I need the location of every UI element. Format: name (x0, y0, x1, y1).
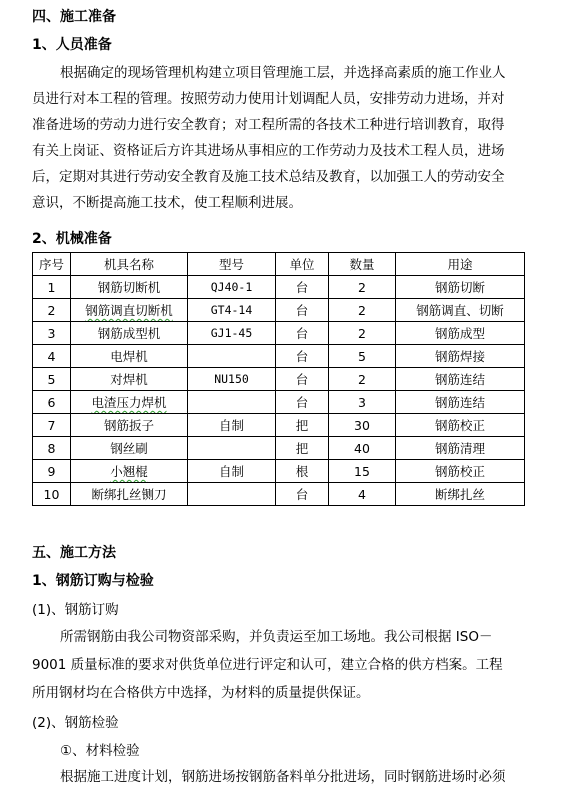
cell-qty: 30 (329, 414, 396, 437)
section4-title: 四、施工准备 (32, 9, 116, 25)
inspect-heading: (2)、钢筋检验 (32, 715, 119, 731)
cell-unit: 台 (276, 299, 329, 322)
cell-index: 1 (33, 276, 71, 299)
cell-name-text: 电渣压力焊机 (91, 395, 167, 410)
col-header-qty: 数量 (329, 253, 396, 276)
cell-name: 钢筋扳子 (71, 414, 188, 437)
material-inspect-line-1: 根据施工进度计划，钢筋进场按钢筋备料单分批进场，同时钢筋进场时必须 (60, 769, 506, 785)
personnel-line-3: 准备进场的劳动力进行安全教育；对工程所需的各技术工种进行培训教育，取得 (32, 117, 505, 133)
personnel-line-1: 根据确定的现场管理机构建立项目管理施工层，并选择高素质的施工作业人 (60, 65, 506, 81)
personnel-line-5: 后，定期对其进行劳动安全教育及施工技术总结及教育，以加强工人的劳动安全 (32, 169, 505, 185)
cell-name (71, 460, 188, 483)
table-row (33, 391, 525, 414)
order-heading: (1)、钢筋订购 (32, 602, 119, 618)
cell-model (188, 483, 276, 506)
order-line-2: 9001 质量标准的要求对供货单位进行评定和认可，建立合格的供方档案。工程 (32, 657, 503, 673)
cell-model (188, 345, 276, 368)
cell-unit: 台 (276, 368, 329, 391)
cell-model (188, 391, 276, 414)
table-row (33, 276, 525, 299)
personnel-line-6: 意识，不断提高施工技术，使工程顺利进展。 (32, 195, 302, 211)
col-header-model: 型号 (188, 253, 276, 276)
cell-qty: 2 (329, 368, 396, 391)
cell-qty: 2 (329, 322, 396, 345)
cell-usage: 钢筋成型 (396, 322, 525, 345)
cell-unit: 台 (276, 322, 329, 345)
cell-index: 3 (33, 322, 71, 345)
cell-qty: 2 (329, 299, 396, 322)
personnel-line-2: 员进行对本工程的管理。按照劳动力使用计划调配人员，安排劳动力进场，并对 (32, 91, 505, 107)
table-row (33, 414, 525, 437)
cell-index: 8 (33, 437, 71, 460)
cell-name (71, 391, 188, 414)
table-header-row (33, 253, 525, 276)
material-inspect-heading: ①、材料检验 (60, 743, 140, 759)
table-row (33, 460, 525, 483)
col-header-name: 机具名称 (71, 253, 188, 276)
cell-index: 9 (33, 460, 71, 483)
cell-name: 钢丝刷 (71, 437, 188, 460)
cell-model: 自制 (188, 460, 276, 483)
cell-usage: 钢筋切断 (396, 276, 525, 299)
cell-index: 4 (33, 345, 71, 368)
cell-qty: 15 (329, 460, 396, 483)
order-line-3: 所用钢材均在合格供方中选择，为材料的质量提供保证。 (32, 685, 370, 701)
cell-index: 2 (33, 299, 71, 322)
cell-name: 钢筋切断机 (71, 276, 188, 299)
cell-usage: 断绑扎丝 (396, 483, 525, 506)
table-row (33, 322, 525, 345)
cell-model: NU150 (188, 368, 276, 391)
cell-name-text: 钢筋调直切断机 (85, 303, 173, 318)
cell-name-text: 小翘棍 (110, 464, 148, 479)
machinery-heading: 2、机械准备 (32, 231, 112, 247)
equipment-table (32, 252, 525, 506)
table-row (33, 299, 525, 322)
cell-model: QJ40-1 (188, 276, 276, 299)
personnel-heading: 1、人员准备 (32, 37, 112, 53)
cell-index: 5 (33, 368, 71, 391)
personnel-line-4: 有关上岗证、资格证后方许其进场从事相应的工作劳动力及技术工程人员，进场 (32, 143, 505, 159)
cell-name (71, 299, 188, 322)
col-header-index: 序号 (33, 253, 71, 276)
cell-unit: 台 (276, 276, 329, 299)
cell-qty: 2 (329, 276, 396, 299)
cell-qty: 40 (329, 437, 396, 460)
cell-index: 7 (33, 414, 71, 437)
cell-model: GJ1-45 (188, 322, 276, 345)
table-row (33, 483, 525, 506)
cell-qty: 5 (329, 345, 396, 368)
table-row (33, 345, 525, 368)
cell-unit: 台 (276, 391, 329, 414)
cell-name: 对焊机 (71, 368, 188, 391)
cell-name: 电焊机 (71, 345, 188, 368)
order-line-1: 所需钢筋由我公司物资部采购，并负责运至加工场地。我公司根据 ISO－ (60, 629, 493, 645)
procurement-heading: 1、钢筋订购与检验 (32, 573, 154, 589)
cell-usage: 钢筋连结 (396, 368, 525, 391)
cell-usage: 钢筋连结 (396, 391, 525, 414)
cell-usage: 钢筋调直、切断 (396, 299, 525, 322)
col-header-usage: 用途 (396, 253, 525, 276)
table-row (33, 368, 525, 391)
cell-index: 6 (33, 391, 71, 414)
cell-qty: 3 (329, 391, 396, 414)
section5-title: 五、施工方法 (32, 545, 116, 561)
cell-unit: 根 (276, 460, 329, 483)
cell-model: GT4-14 (188, 299, 276, 322)
cell-usage: 钢筋校正 (396, 460, 525, 483)
cell-unit: 台 (276, 483, 329, 506)
cell-unit: 台 (276, 345, 329, 368)
cell-model: 自制 (188, 414, 276, 437)
cell-name: 断绑扎丝铡刀 (71, 483, 188, 506)
col-header-unit: 单位 (276, 253, 329, 276)
cell-index: 10 (33, 483, 71, 506)
cell-usage: 钢筋校正 (396, 414, 525, 437)
cell-qty: 4 (329, 483, 396, 506)
cell-usage: 钢筋清理 (396, 437, 525, 460)
table-row (33, 437, 525, 460)
cell-usage: 钢筋焊接 (396, 345, 525, 368)
cell-unit: 把 (276, 414, 329, 437)
cell-unit: 把 (276, 437, 329, 460)
cell-name: 钢筋成型机 (71, 322, 188, 345)
cell-model (188, 437, 276, 460)
